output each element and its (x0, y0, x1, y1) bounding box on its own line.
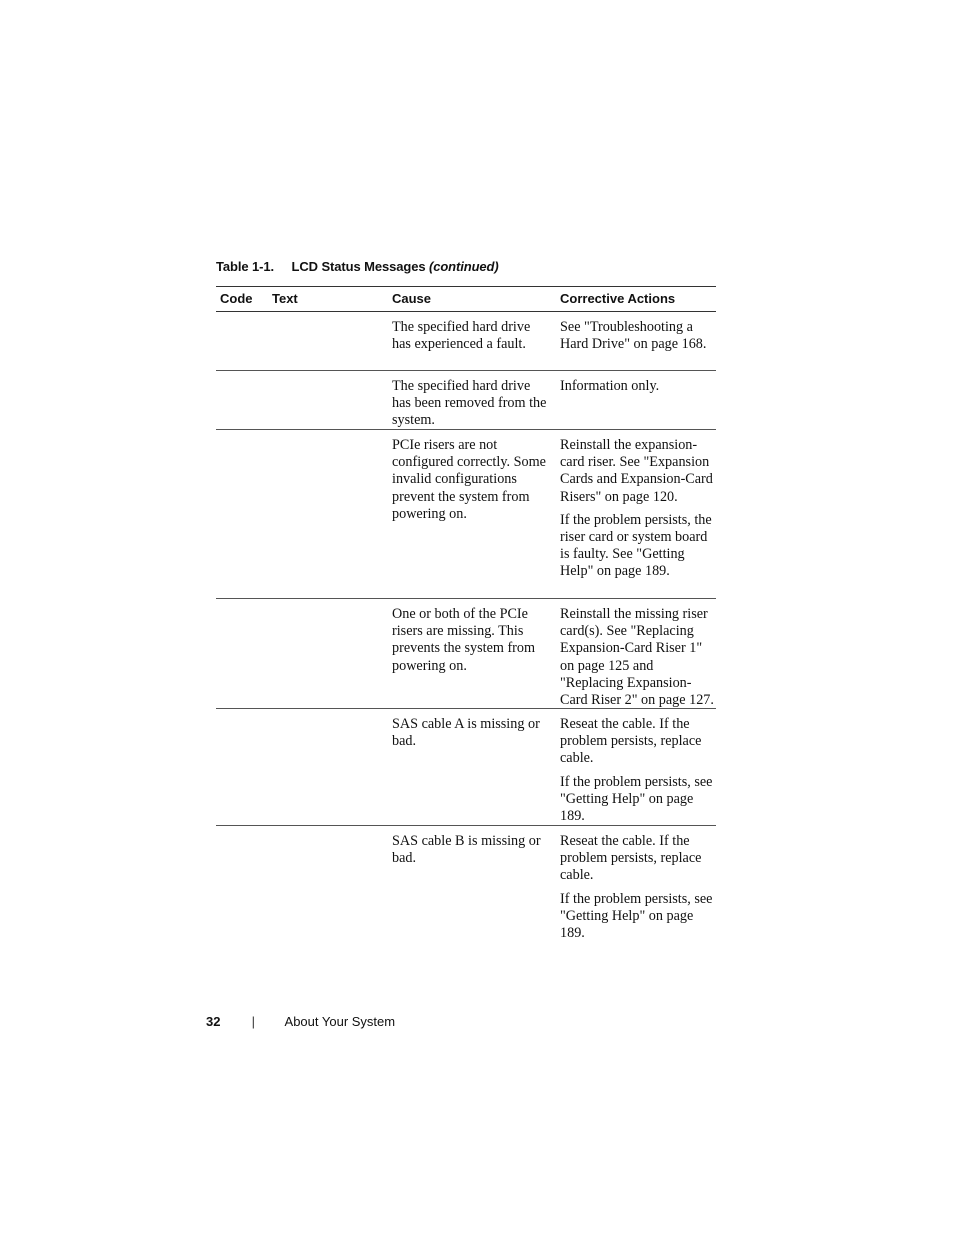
table-header-row (216, 286, 716, 312)
cell-code (216, 312, 268, 370)
cell-actions (556, 709, 716, 825)
cell-cause: SAS cable B is missing or bad. (392, 833, 541, 867)
cell-cause: The specified hard drive has been removed from the system. (392, 378, 547, 429)
cell-text (268, 599, 388, 708)
page-number: 32 (206, 1014, 221, 1029)
cell-text (268, 430, 388, 598)
page-footer (206, 1014, 395, 1029)
action-paragraph: Reinstall the missing riser card(s). See "Replacing Expansion-Card Riser 1" on page 125 and "Replacing Expansion-Card Riser 2" on page 127. (560, 606, 714, 709)
table-caption-label: Table 1-1. (216, 259, 275, 274)
lcd-status-table (216, 286, 716, 944)
action-paragraph: Reseat the cable. If the problem persists, replace cable. (560, 833, 702, 884)
action-paragraph: See "Troubleshooting a Hard Drive" on page 168. (560, 319, 707, 353)
cell-code (216, 430, 268, 598)
cell-cause: SAS cable A is missing or bad. (392, 716, 540, 750)
table-row (216, 709, 716, 826)
action-paragraph: If the problem persists, see "Getting Help" on page 189. (560, 773, 713, 825)
table-caption (216, 259, 499, 274)
cell-text (268, 371, 388, 429)
cell-actions (556, 371, 716, 429)
cell-cause: The specified hard drive has experienced a fault. (392, 319, 531, 353)
cell-code (216, 599, 268, 708)
action-paragraph: Information only. (560, 378, 660, 394)
table-row (216, 371, 716, 430)
header-code: Code (220, 291, 253, 306)
cell-actions (556, 312, 716, 370)
cell-actions (556, 826, 716, 944)
header-text: Text (272, 291, 298, 306)
header-cause: Cause (392, 291, 432, 306)
table-caption-title: LCD Status Messages (291, 259, 426, 274)
action-paragraph: If the problem persists, see "Getting Help" on page 189. (560, 890, 713, 942)
cell-actions (556, 599, 716, 708)
footer-separator: | (251, 1014, 256, 1029)
table-caption-continued: (continued) (428, 259, 499, 274)
table-row (216, 826, 716, 944)
action-paragraph: Reseat the cable. If the problem persists, replace cable. (560, 716, 702, 767)
cell-actions (556, 430, 716, 598)
cell-cause: PCIe risers are not configured correctly. Some invalid configurations prevent the system from powering on. (392, 437, 546, 522)
table-row (216, 599, 716, 709)
cell-code (216, 371, 268, 429)
cell-code (216, 709, 268, 825)
header-corrective-actions: Corrective Actions (560, 291, 676, 306)
action-paragraph: Reinstall the expansion-card riser. See "Expansion Cards and Expansion-Card Risers" on page 120. (560, 437, 713, 505)
cell-text (268, 312, 388, 370)
table-row (216, 312, 716, 371)
cell-cause: One or both of the PCIe risers are missing. This prevents the system from powering on. (392, 606, 536, 674)
cell-text (268, 826, 388, 944)
table-row (216, 430, 716, 599)
footer-section-title: About Your System (284, 1014, 396, 1029)
cell-code (216, 826, 268, 944)
cell-text (268, 709, 388, 825)
action-paragraph: If the problem persists, the riser card or system board is faulty. See "Getting Help" on page 189. (560, 511, 712, 580)
